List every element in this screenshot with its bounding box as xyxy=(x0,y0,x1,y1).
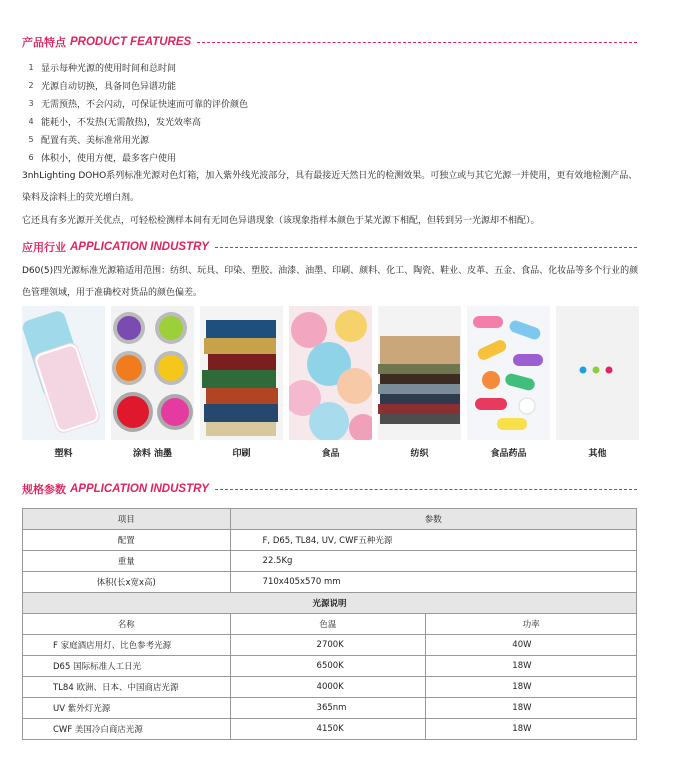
gallery-label: 涂料 油墨 xyxy=(132,449,173,459)
features-heading-en: PRODUCT FEATURES xyxy=(70,36,192,48)
light-name: TL84 欧洲、日本、中国商店光源 xyxy=(23,677,231,698)
light-row xyxy=(23,698,637,719)
light-power: 18W xyxy=(426,656,637,677)
gallery-label: 塑料 xyxy=(54,449,73,459)
candy-image xyxy=(289,306,372,440)
spec-heading-en: APPLICATION INDUSTRY xyxy=(70,483,209,495)
table-row xyxy=(23,572,637,593)
light-title-row xyxy=(23,593,637,614)
feature-text: 显示每种光源的使用时间和总时间 xyxy=(41,63,177,74)
feature-item xyxy=(22,148,248,166)
feature-item xyxy=(22,112,248,130)
feature-number: 4 xyxy=(28,116,34,126)
application-heading-en: APPLICATION INDUSTRY xyxy=(70,241,209,253)
light-power: 40W xyxy=(426,635,637,656)
paint-image xyxy=(111,306,194,440)
light-header-power: 功率 xyxy=(426,614,637,635)
row-label: 重量 xyxy=(23,551,231,572)
light-header-row xyxy=(23,614,637,635)
spec-table xyxy=(22,508,637,740)
light-row xyxy=(23,677,637,698)
features-heading xyxy=(22,34,637,50)
feature-number: 6 xyxy=(28,152,34,162)
industry-gallery xyxy=(22,306,640,459)
table-header-row xyxy=(23,509,637,530)
light-header-name: 名称 xyxy=(23,614,231,635)
feature-number: 2 xyxy=(28,80,34,90)
gallery-label: 食品药品 xyxy=(490,449,527,459)
features-heading-cn: 产品特点 xyxy=(22,36,66,49)
application-paragraph: D60(5)四光源标准光源箱适用范围：纺织、玩具、印染、塑胶、油漆、油墨、印刷、颜料、化工、陶瓷、鞋业、皮革、五金、食品、化妆品等多个行业的颜色管理领域，用于准确校对货品的颜色偏差。 xyxy=(22,266,639,298)
light-power: 18W xyxy=(426,677,637,698)
books-image xyxy=(200,306,283,440)
light-temp: 6500K xyxy=(230,656,426,677)
light-temp: 2700K xyxy=(230,635,426,656)
row-value: 710x405x570 mm xyxy=(230,572,636,593)
light-row xyxy=(23,719,637,740)
pink-dot xyxy=(606,367,613,374)
heading-divider xyxy=(215,489,637,490)
blue-dot xyxy=(580,367,587,374)
table-row xyxy=(23,530,637,551)
feature-number: 1 xyxy=(28,62,34,72)
light-name: D65 国际标准人工日光 xyxy=(23,656,231,677)
feature-item xyxy=(22,76,248,94)
feature-number: 3 xyxy=(28,98,34,108)
pills-image xyxy=(467,306,550,440)
application-heading xyxy=(22,239,637,255)
feature-text: 无需预热，不会闪动，可保证快速而可靠的评价颜色 xyxy=(41,99,249,110)
light-name: UV 紫外灯光源 xyxy=(23,698,231,719)
description-paragraph-2: 它还具有多光源开关优点，可轻松检测样本间有无同色异谱现象（该现象指样本颜色于某光源下相配，但转到另一光源却不相配）。 xyxy=(22,216,540,226)
light-temp: 365nm xyxy=(230,698,426,719)
application-heading-cn: 应用行业 xyxy=(22,241,66,254)
light-header-temp: 色温 xyxy=(230,614,426,635)
feature-text: 能耗小，不发热(无需散热)，发光效率高 xyxy=(41,117,202,128)
light-power: 18W xyxy=(426,698,637,719)
light-temp: 4000K xyxy=(230,677,426,698)
light-row xyxy=(23,656,637,677)
feature-item xyxy=(22,94,248,112)
gallery-label: 纺织 xyxy=(410,449,429,459)
heading-divider xyxy=(215,247,637,248)
gallery-label: 食品 xyxy=(321,449,340,459)
light-power: 18W xyxy=(426,719,637,740)
light-row xyxy=(23,635,637,656)
textile-image xyxy=(378,306,461,440)
gallery-label: 印刷 xyxy=(232,449,251,459)
description-paragraph-1: 3nhLighting DOHO系列标准光源对色灯箱，加入紫外线光波部分，具有最接近天然日光的检测效果。可独立或与其它光源一并使用，更有效地检测产品、染料及涂料上的荧光增白剂。 xyxy=(22,171,638,203)
light-section-title: 光源说明 xyxy=(23,593,637,614)
other-image xyxy=(556,306,639,440)
feature-text: 体积小，使用方便，最多客户使用 xyxy=(41,153,177,164)
header-item: 项目 xyxy=(23,509,231,530)
table-row xyxy=(23,551,637,572)
feature-item xyxy=(22,130,248,148)
gallery-label: 其他 xyxy=(588,449,607,459)
heading-divider xyxy=(197,42,637,43)
spec-heading-cn: 规格参数 xyxy=(22,483,66,496)
light-name: F 家庭酒店用灯、比色参考光源 xyxy=(23,635,231,656)
light-name: CWF 美国冷白商店光源 xyxy=(23,719,231,740)
feature-text: 配置有英、美标准常用光源 xyxy=(41,135,150,146)
light-temp: 4150K xyxy=(230,719,426,740)
feature-text: 光源自动切换，具备同色异谱功能 xyxy=(41,81,177,92)
feature-number: 5 xyxy=(28,134,34,144)
header-param: 参数 xyxy=(230,509,636,530)
features-list xyxy=(22,58,248,166)
row-value: F, D65, TL84, UV, CWF五种光源 xyxy=(230,530,636,551)
green-dot xyxy=(593,367,600,374)
spec-heading xyxy=(22,481,637,497)
row-value: 22.5Kg xyxy=(230,551,636,572)
feature-item xyxy=(22,58,248,76)
row-label: 配置 xyxy=(23,530,231,551)
row-label: 体积(长x宽x高) xyxy=(23,572,231,593)
plastic-image xyxy=(22,306,105,440)
